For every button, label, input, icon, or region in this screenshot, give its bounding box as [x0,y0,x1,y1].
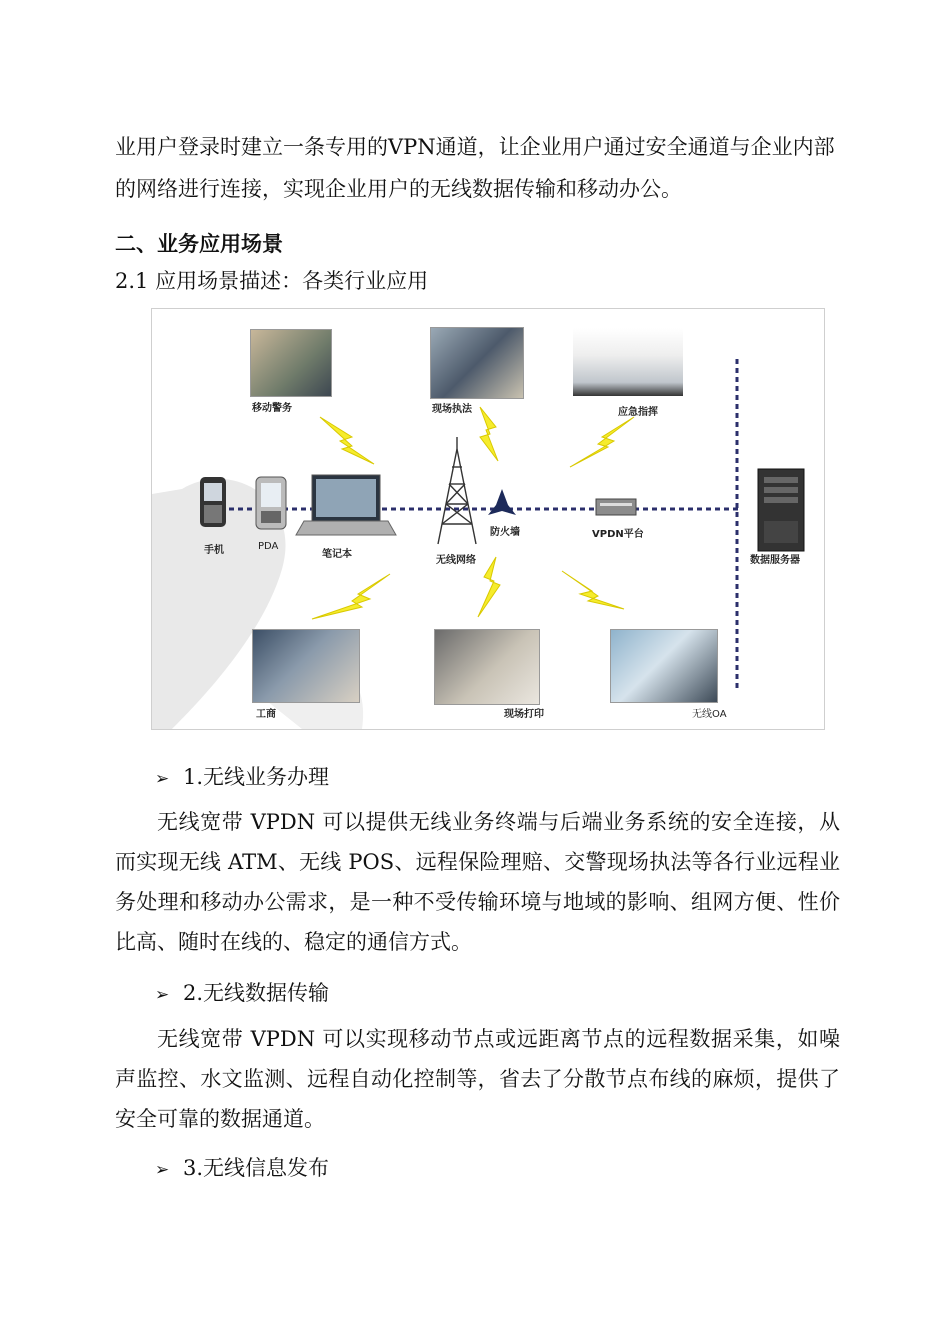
label-mobile-police: 移动警务 [252,403,292,414]
label-laptop: 笔记本 [322,549,352,560]
commerce-photo [252,629,360,703]
label-commerce: 工商 [256,709,276,720]
lightning-icon [480,407,498,461]
field-enforcement-photo [430,327,524,399]
item-1-body: 无线宽带 VPDN 可以提供无线业务终端与后端业务系统的安全连接，从而实现无线 ATM、无线 POS、远程保险理赔、交警现场执法等各行业远程业务处理和移动办公需求，是一种不受传输环境与地域的影响、组网方便、性价比高、随时在线的、稳定的通信方式。 [115,810,840,954]
lightning-icon [312,574,390,619]
lightning-icon [478,557,500,617]
vpdn-platform-icon [596,499,636,515]
wireless-oa-photo [610,629,718,703]
tower-icon [438,437,476,544]
label-wireless-network: 无线网络 [436,555,476,566]
item-1-title: 1.无线业务办理 [183,765,330,789]
label-field-enforcement: 现场执法 [432,404,472,415]
label-wireless-oa: 无线OA [692,709,727,720]
label-data-server: 数据服务器 [750,555,800,566]
label-field-print: 现场打印 [504,709,544,720]
item-1-heading [155,761,329,791]
arrow-bullet-icon: ➢ [155,769,170,789]
label-firewall: 防火墙 [490,527,520,538]
lightning-icon [570,417,634,467]
item-2-heading [155,977,329,1007]
server-icon [758,469,804,551]
label-emergency-command: 应急指挥 [618,407,658,418]
label-phone: 手机 [204,545,224,556]
label-pda: PDA [258,541,279,552]
emergency-command-photo [572,327,684,397]
intro-paragraph: 业用户登录时建立一条专用的VPN通道，让企业用户通过安全通道与企业内部的网络进行连接，实现企业用户的无线数据传输和移动办公。 [115,135,835,201]
item-3-heading [155,1152,329,1182]
item-2-title: 2.无线数据传输 [183,981,330,1005]
mobile-police-photo [250,329,332,397]
network-diagram [151,308,825,730]
lightning-icon [562,571,624,609]
item-2-body: 无线宽带 VPDN 可以实现移动节点或远距离节点的远程数据采集，如噪声监控、水文监测、远程自动化控制等，省去了分散节点布线的麻烦，提供了安全可靠的数据通道。 [115,1027,840,1131]
lightning-icon [320,417,374,464]
laptop-icon [296,475,396,535]
firewall-icon [488,489,516,515]
pda-icon [256,477,286,529]
item-3-title: 3.无线信息发布 [183,1156,330,1180]
field-print-photo [434,629,540,705]
phone-icon [200,477,226,527]
subsection-heading: 2.1 应用场景描述：各类行业应用 [115,269,429,293]
arrow-bullet-icon: ➢ [155,985,170,1005]
section-heading: 二、业务应用场景 [115,232,283,256]
label-vpdn-platform: VPDN平台 [592,529,644,540]
arrow-bullet-icon: ➢ [155,1160,170,1180]
